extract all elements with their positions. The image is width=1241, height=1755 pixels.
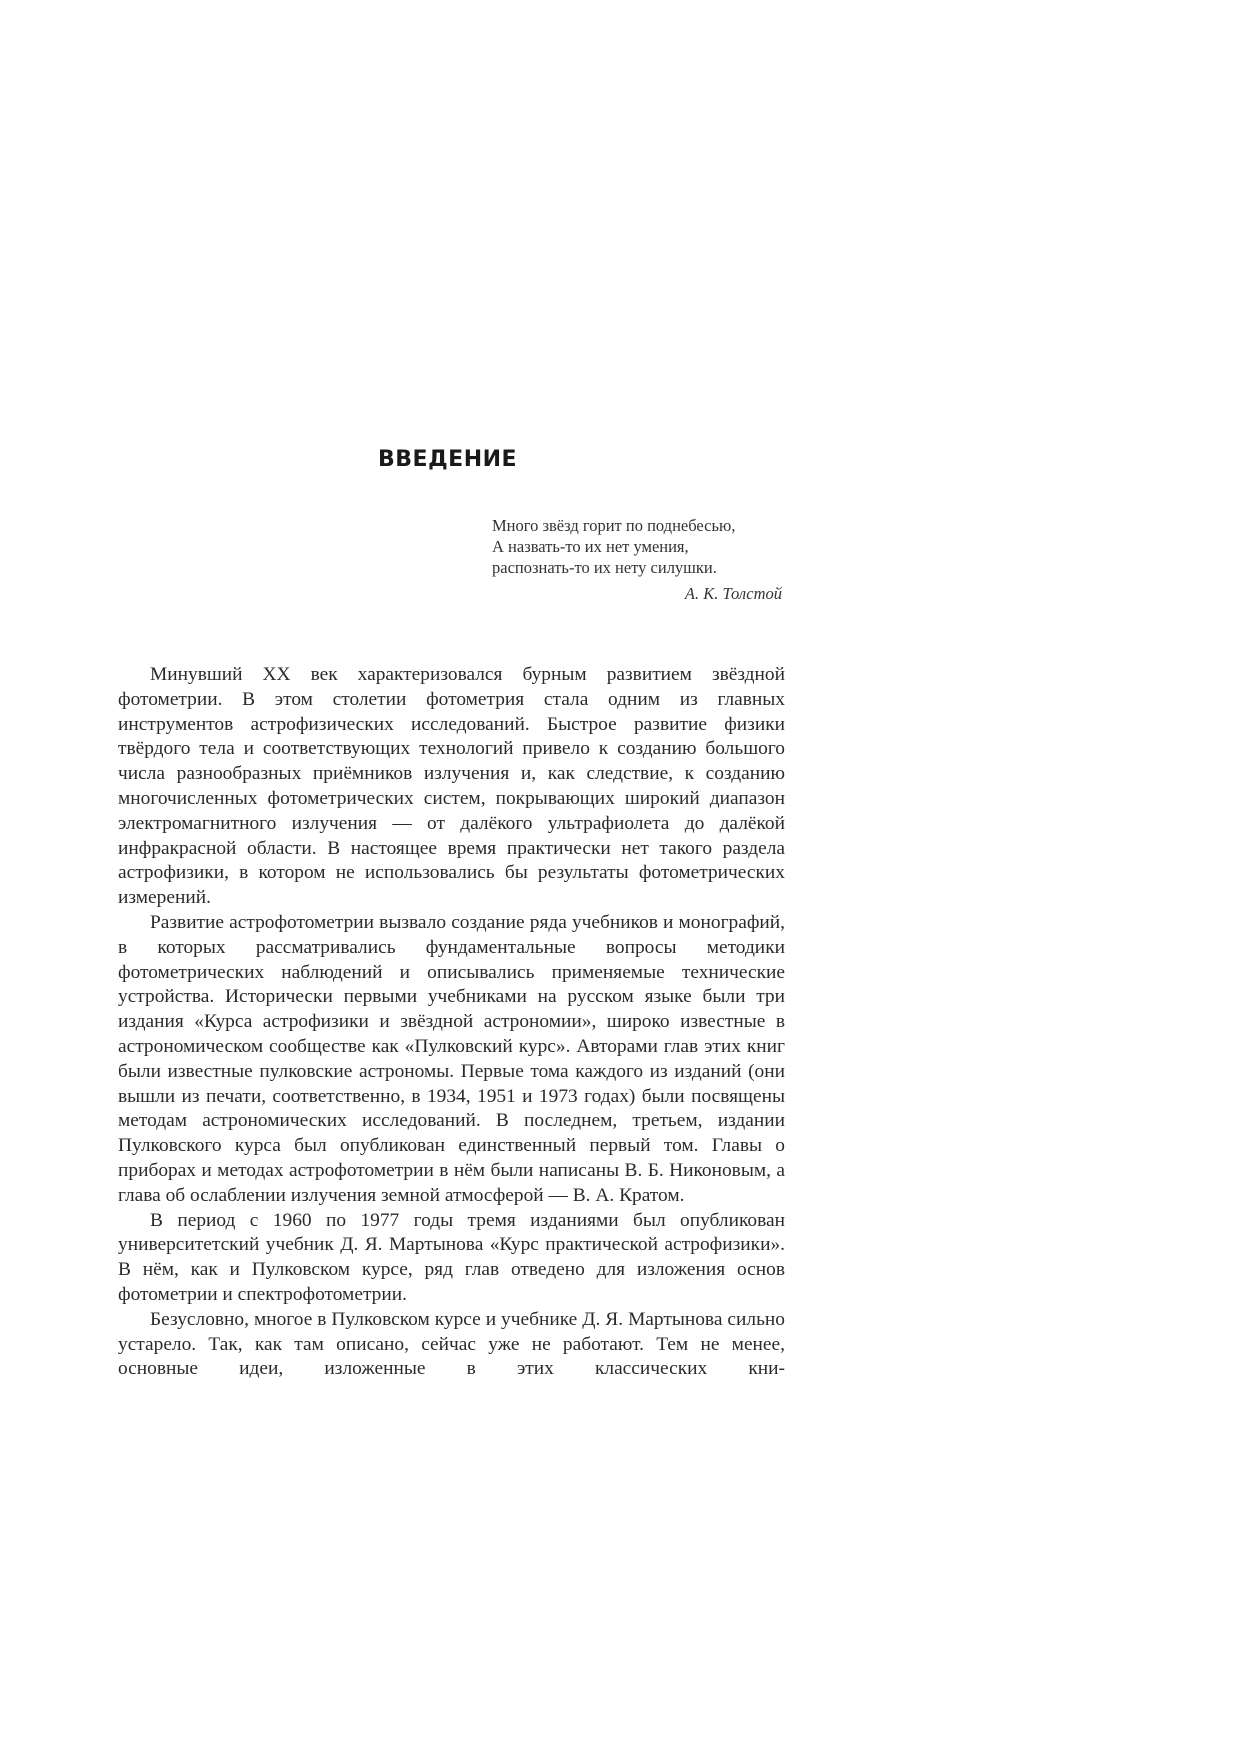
epigraph-line: А назвать-то их нет умения, bbox=[492, 537, 689, 556]
paragraph: Минувший XX век характеризовался бурным развитием звёздной фотометрии. В этом столетии фотометрия стала одним из главных инструментов астрофизических исследований. Быстрое развитие физики твёрдого тела и соответствующих технологий привело к созданию большого числа разнообразных приёмников излучения и, как следствие, к созданию многочисленных фотометрических систем, покрывающих широкий диапазон электромагнитного излучения — от далёкого ультрафиолета до далёкой инфракрасной области. В настоящее время практически нет такого раздела астрофизики, в котором не использовались бы результаты фотометрических измерений. bbox=[118, 664, 785, 909]
paragraph: Безусловно, многое в Пулковском курсе и учебнике Д. Я. Мартынова сильно устарело. Так, как там описано, сейчас уже не работают. Тем не менее, основные идеи, изложенные в этих классических кни- bbox=[118, 1308, 785, 1380]
paragraph: Развитие астрофотометрии вызвало создание ряда учебников и монографий, в которых рассматривались фундаментальные вопросы методики фотометрических наблюдений и описывались применяемые технические устройства. Исторически первыми учебниками на русском языке были три издания «Курса астрофизики и звёздной астрономии», широко известные в астрономическом сообществе как «Пулковский курс». Авторами глав этих книг были известные пулковские астрономы. Первые тома каждого из изданий (они вышли из печати, соответственно, в 1934, 1951 и 1973 годах) были посвящены методам астрономических исследований. В последнем, третьем, издании Пулковского курса был опубликован единственный первый том. Главы о приборах и методах астрофотометрии в нём были написаны В. Б. Никоновым, а глава об ослаблении излучения земной атмосферой — В. А. Кратом. bbox=[118, 911, 785, 1206]
body-text bbox=[118, 663, 785, 1382]
epigraph-line: Много звёзд горит по поднебесью, bbox=[492, 516, 736, 535]
epigraph-line: распознать-то их нету силушки. bbox=[492, 558, 717, 577]
paragraph: В период с 1960 по 1977 годы тремя изданиями был опубликован университетский учебник Д. Я. Мартынова «Курс практической астрофизики». В нём, как и Пулковском курсе, ряд глав отведено для изложения основ фотометрии и спектрофотометрии. bbox=[118, 1209, 785, 1305]
epigraph-author: А. К. Толстой bbox=[684, 584, 782, 603]
epigraph bbox=[492, 515, 782, 604]
chapter-title: ВВЕДЕНИЕ bbox=[378, 447, 518, 472]
